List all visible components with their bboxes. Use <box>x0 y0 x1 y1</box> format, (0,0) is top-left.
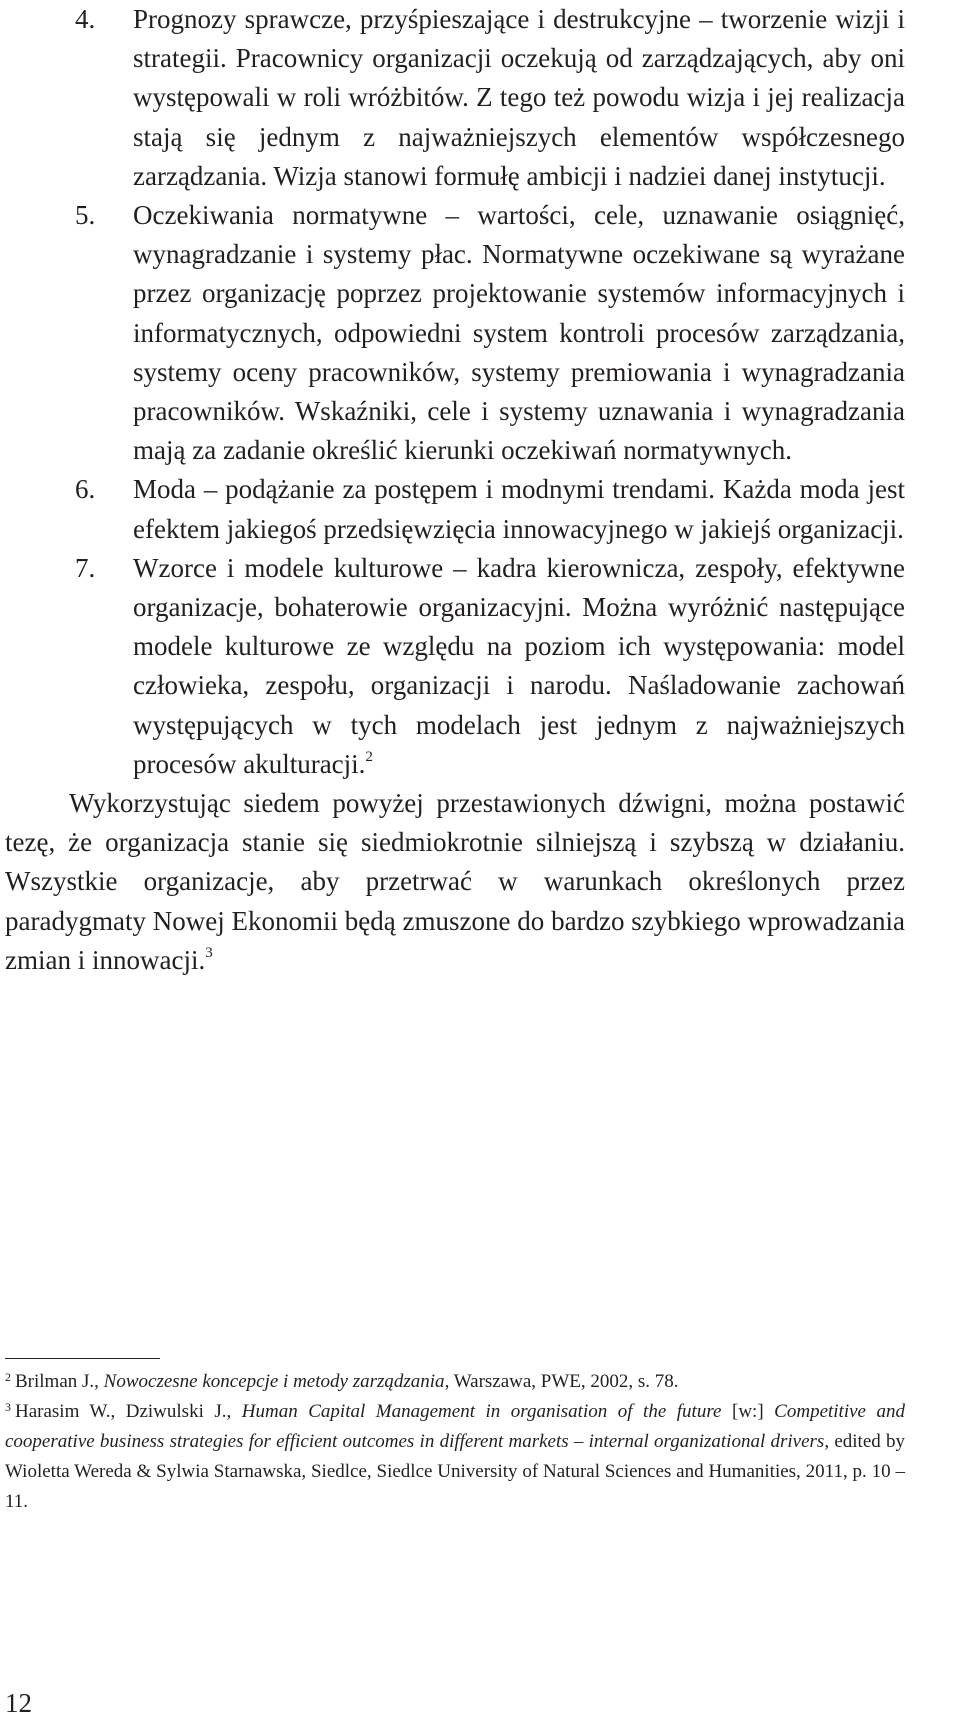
list-item <box>5 196 905 470</box>
list-item <box>5 549 905 784</box>
list-item-number: 4. <box>75 4 96 34</box>
footnote-details: , edited by Wioletta Wereda & Sylwia Starnawska, Siedlce, Siedlce University of Natural Sciences and Humanities, 2011, p. 10 – 11. <box>5 1431 905 1512</box>
footnote <box>5 1397 905 1517</box>
list-item-body <box>133 549 905 784</box>
footnote-title: Nowoczesne koncepcje i metody zarządzania <box>103 1371 445 1392</box>
footnote-reference[interactable]: 3 <box>205 944 213 961</box>
list-item <box>5 470 905 548</box>
paragraph-text: Wykorzystując siedem powyżej przestawionych dźwigni, można postawić tezę, że organizacja stanie się siedmiokrotnie silniejszą i szybszą w działaniu. Wszystkie organizacje, aby przetrwać w warunkach określonych przez paradygmaty Nowej Ekonomii będą zmuszone do bardzo szybkiego wprowadzania zmian i innowacji. <box>5 788 905 975</box>
page-number: 12 <box>5 1688 32 1718</box>
footnote-title: Human Capital Management in organisation of the future <box>241 1401 722 1422</box>
footnote-details: , Warszawa, PWE, 2002, s. 78. <box>444 1371 679 1392</box>
footnote-mark: 3 <box>5 1400 11 1414</box>
list-item-text: Wzorce i modele kulturowe – kadra kierownicza, zespoły, efektywne organizacje, bohaterowie organizacyjni. Można wyróżnić następujące modele kulturowe ze względu na poziom ich występowania: model człowieka, zespołu, organizacji i narodu. Naśladowanie zachowań występujących w tych modelach jest jednym z najważniejszych procesów akulturacji. <box>133 552 905 779</box>
footnote-reference[interactable]: 2 <box>365 748 373 765</box>
list-item-number: 5. <box>75 200 96 231</box>
footnotes <box>5 1358 905 1517</box>
footnote-author: Brilman J., <box>15 1371 104 1392</box>
list-item-text: Oczekiwania normatywne – wartości, cele, uznawanie osiągnięć, wynagradzanie i systemy płac. Normatywne oczekiwane są wyrażane przez organizację poprzez projektowanie systemów informacyjnych i informatycznych, odpowiedni system kontroli procesów zarządzania, systemy oceny pracowników, systemy premiowania i wynagradzania pracowników. Wskaźniki, cele i systemy uznawania i wynagradzania mają za zadanie określić kierunki oczekiwań normatywnych. <box>133 200 905 466</box>
list-item-text: Moda – podążanie za postępem i modnymi trendami. Każda moda jest efektem jakiegoś przedsięwzięcia innowacyjnego w jakiejś organizacji. <box>133 474 905 544</box>
footnote-separator <box>5 1358 160 1359</box>
list-item-text: Prognozy sprawcze, przyśpieszające i destrukcyjne – tworzenie wizji i strategii. Pracownicy organizacji oczekują od zarządzających, aby oni występowali w roli wróżbitów. Z tego też powodu wizja i jej realizacja stają się jednym z najważniejszych elementów współczesnego zarządzania. Wizja stanowi formułę ambicji i nadziei danej instytucji. <box>133 4 905 191</box>
footnote-author: Harasim W., Dziwulski J., <box>15 1401 242 1422</box>
list-item <box>5 0 905 196</box>
list-item-number: 6. <box>75 474 96 505</box>
footnote-book-title: Competitive and cooperative business strategies for efficient outcomes in different markets – internal organizational drivers <box>5 1401 906 1452</box>
footnote <box>5 1367 905 1397</box>
numbered-list <box>5 0 905 784</box>
footnote-mark: 2 <box>5 1370 11 1384</box>
list-item-number: 7. <box>75 552 96 583</box>
body-paragraph <box>5 784 905 980</box>
footnote-in: [w:] <box>721 1401 775 1422</box>
